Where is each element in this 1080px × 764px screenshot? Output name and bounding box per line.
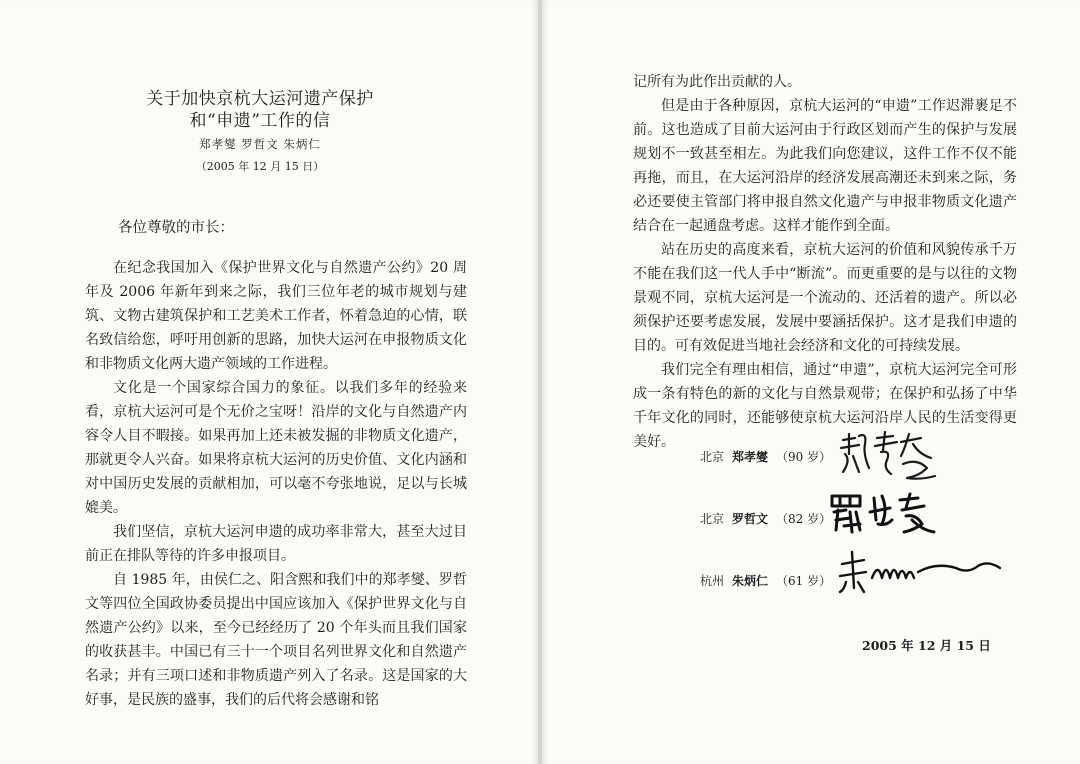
left-page	[0, 0, 538, 764]
handwritten-signature	[826, 490, 946, 536]
letter-date: （2005 年 12 月 15 日）	[195, 160, 325, 173]
paragraph: 在纪念我国加入《保护世界文化与自然遗产公约》20 周年及 2006 年新年到来之际，我们三位年老的城市规划与建筑、文物古建筑保护和工艺美术工作者，怀着急迫的心情，联名致信给您，呼吁用创新的思路，加快大运河在申报物质文化和非物质文化两大遗产领域的工作进程。	[85, 260, 467, 372]
signatory-name: 朱炳仁	[732, 573, 769, 588]
signatory-name: 罗哲文	[732, 511, 769, 526]
paragraph: 我们完全有理由相信，通过“申遗”，京杭大运河完全可形成一条有特色的新的文化与自然景观带；在保护和弘扬了中华千年文化的同时，还能够使京杭大运河沿岸人民的生活变得更美好。	[633, 362, 1017, 450]
author-names: 郑孝燮 罗哲文 朱炳仁	[199, 137, 321, 151]
signatory-age: （90 岁）	[776, 449, 832, 464]
signatory-city: 北京	[700, 511, 725, 526]
title-line-1: 关于加快京杭大运河遗产保护	[146, 89, 374, 109]
paragraph: 自 1985 年，由侯仁之、阳含熙和我们中的郑孝燮、罗哲文等四位全国政协委员提出中国应该加入《保护世界文化与自然遗产公约》以来，至今已经经历了 20 个年头而且我们国家的收获甚丰。中国已有三十一个项目名列世界文化和自然遗产名录；并有三项口述和非物质遗产列入了名录。这是国家的大好事，是民族的盛事，我们的后代将会感谢和铭	[85, 572, 467, 708]
paragraph-continuation: 记所有为此作出贡献的人。	[633, 74, 801, 90]
paragraph: 站在历史的高度来看，京杭大运河的价值和风貌传承千万不能在我们这一代人手中“断流”。而更重要的是与以往的文物景观不同，京杭大运河是一个流动的、还活着的遗产。所以必须保护还要考虑发展，发展中要涵括保护。这才是我们申遗的目的。可有效促进当地社会经济和文化的可持续发展。	[633, 242, 1017, 354]
letter-title	[80, 88, 440, 132]
paragraph: 我们坚信，京杭大运河申遗的成功率非常大，甚至大过目前正在排队等待的许多申报项目。	[85, 524, 467, 564]
handwritten-signature	[838, 548, 1008, 596]
left-body-text	[85, 256, 467, 712]
salutation: 各位尊敬的市长：	[118, 220, 234, 236]
signatory-name: 郑孝燮	[732, 449, 769, 464]
signatory-city: 北京	[700, 449, 725, 464]
signatory-age: （82 岁）	[776, 511, 832, 526]
signatory-city: 杭州	[700, 573, 725, 588]
signatory-age: （61 岁）	[776, 573, 832, 588]
closing-date: 2005 年 12 月 15 日	[862, 638, 991, 653]
title-line-2: 和“申遗”工作的信	[189, 111, 331, 131]
right-body-text	[633, 70, 1017, 454]
paragraph: 但是由于各种原因，京杭大运河的“申遗”工作迟滞裹足不前。这也造成了目前大运河由于行政区划而产生的保护与发展规划不一致甚至相左。为此我们向您建议，这件工作不仅不能再拖，而且，在大运河沿岸的经济发展高潮还未到来之际，务必还要使主管部门将申报自然文化遗产与申报非物质文化遗产结合在一起通盘考虑。这样才能作到全面。	[633, 98, 1017, 234]
handwritten-signature	[835, 428, 945, 484]
paragraph: 文化是一个国家综合国力的象征。以我们多年的经验来看，京杭大运河可是个无价之宝呀！沿岸的文化与自然遗产内容令人目不暇接。如果再加上还未被发掘的非物质文化遗产，那就更令人兴奋。如果将京杭大运河的历史价值、文化内涵和对中国历史发展的贡献相加，可以毫不夸张地说，足以与长城媲美。	[85, 380, 467, 516]
